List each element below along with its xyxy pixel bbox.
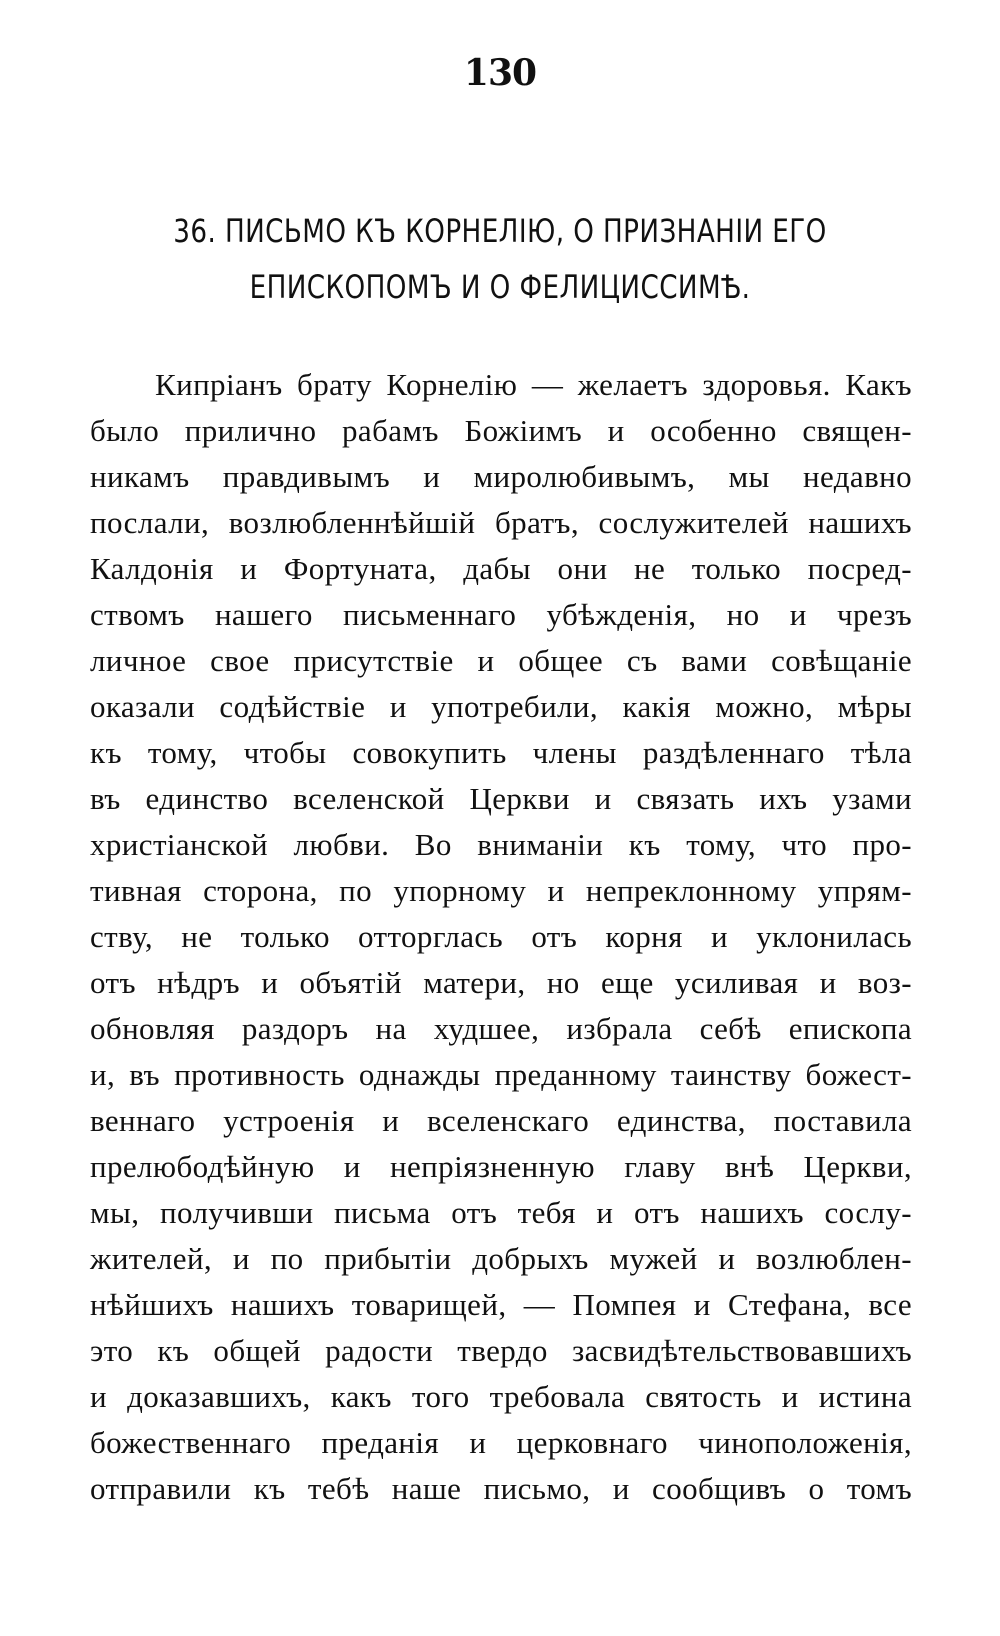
- body-line: веннаго устроенія и вселенскаго единства, поставила: [90, 1103, 912, 1138]
- body-line: христіанской любви. Во вниманіи къ тому, что про-: [90, 827, 912, 862]
- body-line: послали, возлюбленнѣйшій братъ, сослужителей нашихъ: [90, 505, 912, 540]
- page-number: 130: [463, 52, 537, 94]
- body-line: въ единство вселенской Церкви и связать ихъ узами: [90, 781, 912, 816]
- body-line: нѣйшихъ нашихъ товарищей, — Помпея и Стефана, все: [90, 1287, 912, 1322]
- body-line: ствомъ нашего письменнаго убѣжденія, но и чрезъ: [90, 597, 912, 632]
- body-line: божественнаго преданія и церковнаго чиноположенія,: [90, 1425, 912, 1460]
- body-line: жителей, и по прибытіи добрыхъ мужей и возлюблен-: [90, 1241, 912, 1276]
- body-line: оказали содѣйствіе и употребили, какія можно, мѣры: [90, 689, 912, 724]
- body-line: отправили къ тебѣ наше письмо, и сообщивъ о томъ: [90, 1471, 912, 1506]
- body-line: прелюбодѣйную и непріязненную главу внѣ Церкви,: [90, 1149, 912, 1184]
- chapter-heading-line-2: ЕПИСКОПОМЪ И О ФЕЛИЦИССИМѢ.: [249, 268, 751, 306]
- body-line: никамъ правдивымъ и миролюбивымъ, мы недавно: [90, 459, 912, 494]
- body-line: и, въ противность однажды преданному таинству божест-: [90, 1057, 912, 1092]
- body-line: мы, получивши письма отъ тебя и отъ нашихъ сослу-: [90, 1195, 912, 1230]
- chapter-heading-line-1: 36. ПИСЬМО КЪ КОРНЕЛІЮ, О ПРИЗНАНІИ ЕГО: [173, 212, 827, 250]
- body-line: было прилично рабамъ Божіимъ и особенно священ-: [90, 413, 912, 448]
- body-line: Калдонія и Фортуната, дабы они не только посред-: [90, 551, 912, 586]
- body-line: къ тому, чтобы совокупить члены раздѣленнаго тѣла: [90, 735, 912, 770]
- body-line: и доказавшихъ, какъ того требовала святость и истина: [90, 1379, 912, 1414]
- body-line: Кипріанъ брату Корнелію — желаетъ здоровья. Какъ: [155, 367, 912, 402]
- body-line: это къ общей радости твердо засвидѣтельствовавшихъ: [90, 1333, 912, 1368]
- body-line: личное свое присутствіе и общее съ вами совѣщаніе: [90, 643, 912, 678]
- body-line: тивная сторона, по упорному и непреклонному упрям-: [90, 873, 912, 908]
- body-line: ству, не только отторглась отъ корня и уклонилась: [90, 919, 912, 954]
- body-line: отъ нѣдръ и объятій матери, но еще усиливая и воз-: [90, 965, 912, 1000]
- body-line: обновляя раздоръ на худшее, избрала себѣ епископа: [90, 1011, 912, 1046]
